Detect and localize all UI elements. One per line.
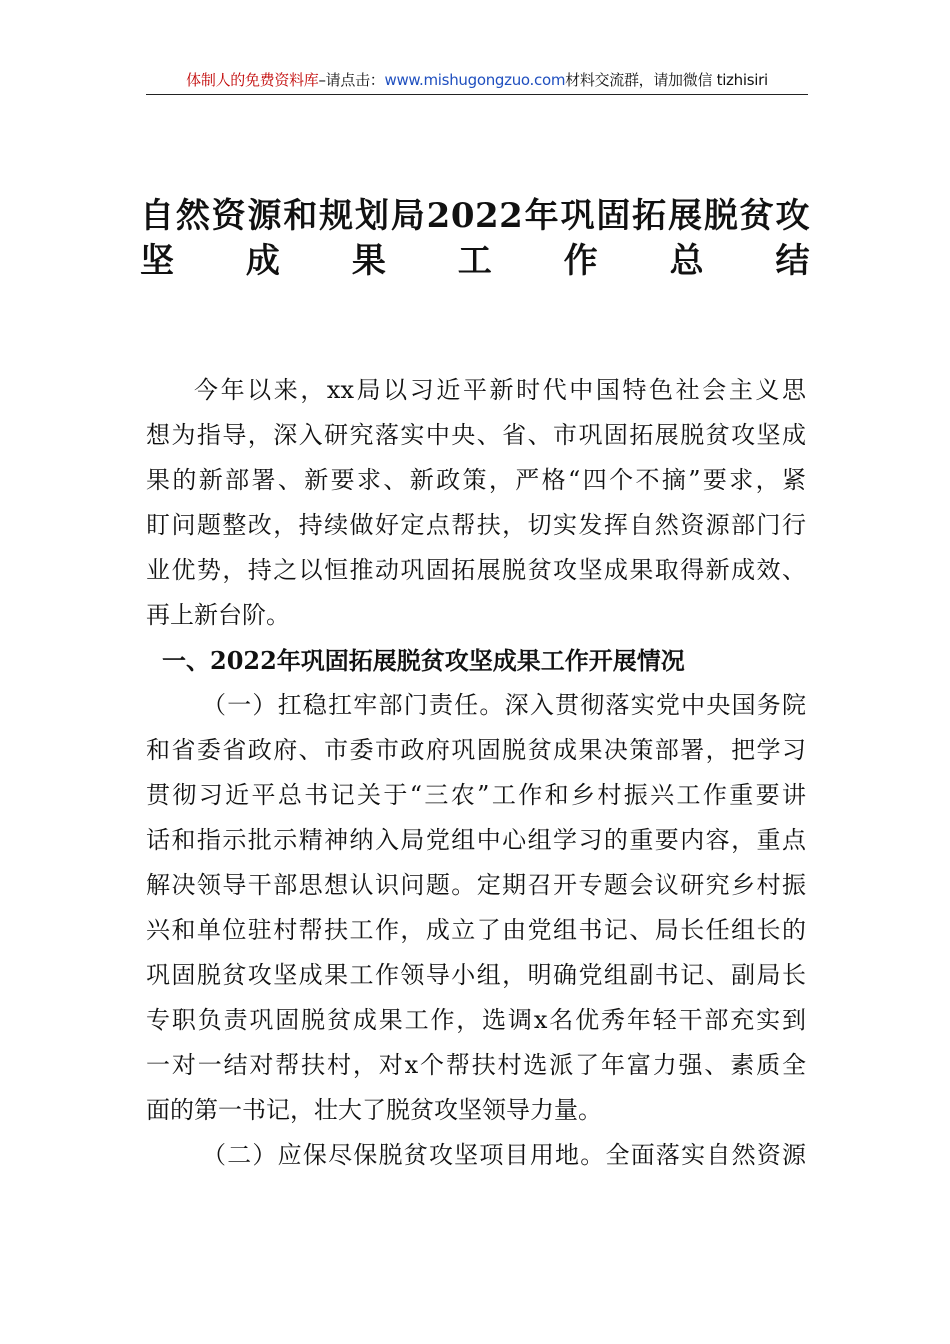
header-link[interactable]: www.mishugongzuo.com <box>384 71 566 89</box>
document-title <box>140 188 810 281</box>
text-line: 专职负责巩固脱贫成果工作，选调x名优秀年轻干部充实到 <box>146 1006 806 1034</box>
text-line: 今年以来，xx局以习近平新时代中国特色社会主义思 <box>194 376 806 404</box>
document-body <box>146 368 806 1178</box>
header-note: 材料交流群，请加微信 tizhisiri <box>565 71 768 89</box>
intro-paragraph <box>146 368 806 638</box>
section-paragraph-2 <box>146 1133 806 1178</box>
text-line: （一）扛稳扛牢部门责任。深入贯彻落实党中央国务院 <box>202 691 806 719</box>
header-brand: 体制人的免费资料库 <box>186 71 319 89</box>
text-line: （二）应保尽保脱贫攻坚项目用地。全面落实自然资源 <box>202 1141 806 1169</box>
text-line: 话和指示批示精神纳入局党组中心组学习的重要内容，重点 <box>146 826 806 854</box>
section-heading: 一、2022年巩固拓展脱贫攻坚成果工作开展情况 <box>162 646 685 675</box>
page-header <box>146 66 808 95</box>
text-line: 业优势，持之以恒推动巩固拓展脱贫攻坚成果取得新成效、 <box>146 556 806 584</box>
text-line: 果的新部署、新要求、新政策，严格“四个不摘”要求，紧 <box>146 466 806 494</box>
text-line: 面的第一书记，壮大了脱贫攻坚领导力量。 <box>146 1096 602 1124</box>
title-line-1: 自然资源和规划局2022年巩固拓展脱贫攻 <box>140 196 810 236</box>
section-paragraph-1 <box>146 683 806 1133</box>
title-line-2: 坚成果工作总结 <box>140 241 810 281</box>
text-line: 和省委省政府、市委市政府巩固脱贫成果决策部署，把学习 <box>146 736 806 764</box>
text-line: 兴和单位驻村帮扶工作，成立了由党组书记、局长任组长的 <box>146 916 806 944</box>
text-line: 盯问题整改，持续做好定点帮扶，切实发挥自然资源部门行 <box>146 511 806 539</box>
header-prompt: –请点击： <box>318 71 385 89</box>
text-line: 想为指导，深入研究落实中央、省、市巩固拓展脱贫攻坚成 <box>146 421 806 449</box>
text-line: 贯彻习近平总书记关于“三农”工作和乡村振兴工作重要讲 <box>146 781 806 809</box>
text-line: 解决领导干部思想认识问题。定期召开专题会议研究乡村振 <box>146 871 806 899</box>
text-line: 巩固脱贫攻坚成果工作领导小组，明确党组副书记、副局长 <box>146 961 806 989</box>
text-line: 一对一结对帮扶村，对x个帮扶村选派了年富力强、素质全 <box>146 1051 806 1079</box>
text-line: 再上新台阶。 <box>146 601 290 629</box>
